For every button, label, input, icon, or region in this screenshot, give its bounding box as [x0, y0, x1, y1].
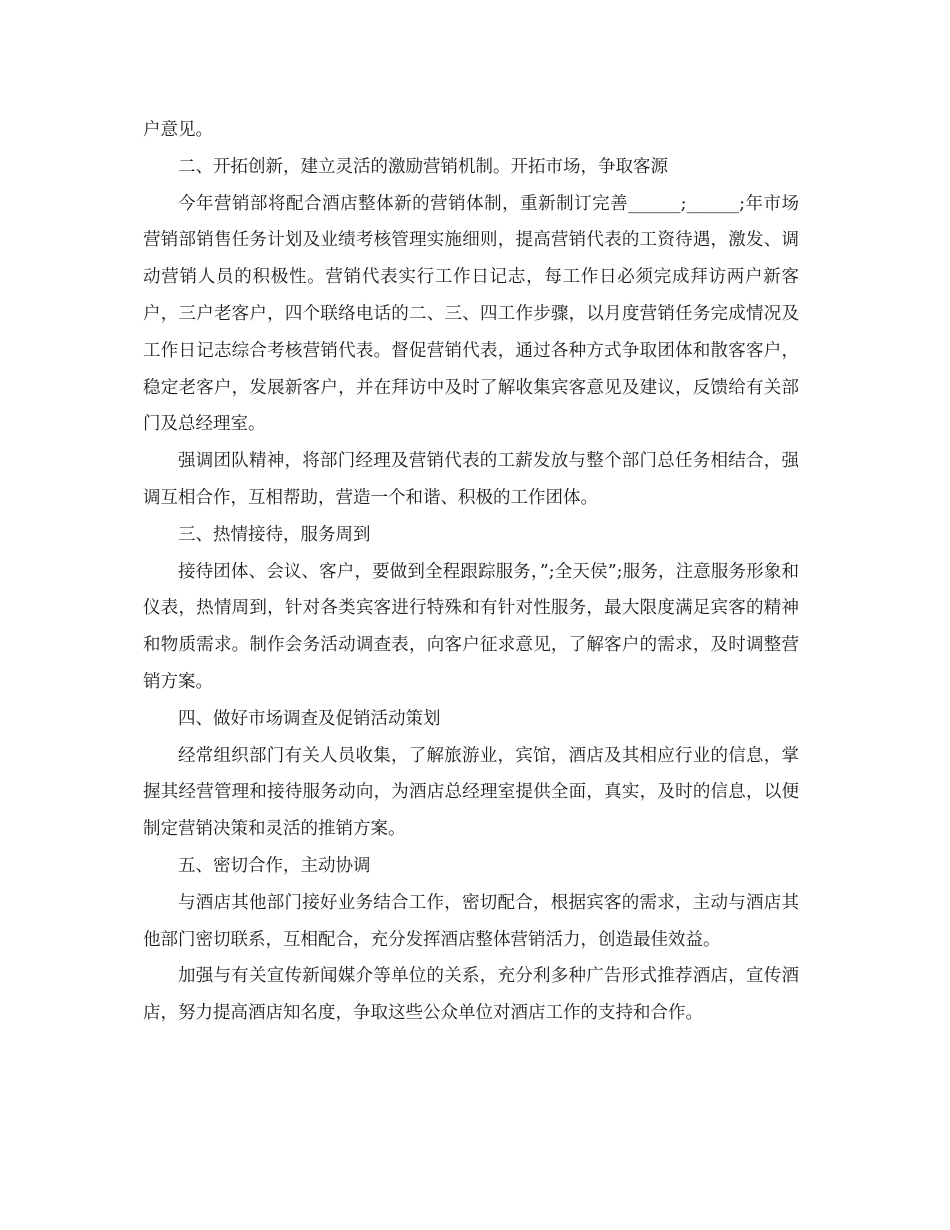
paragraph: 今年营销部将配合酒店整体新的营销体制，重新制订完善______;______;年市场营销部销售任务计划及业绩考核管理实施细则，提高营销代表的工资待遇，激发、调动营销人员的积极性。营销代表实行工作日记志，每工作日必须完成拜访两户新客户，三户老客户，四个联络电话的二、三、四工作步骤，以月度营销任务完成情况及工作日记志综合考核营销代表。督促营销代表，通过各种方式争取团体和散客客户，稳定老客户，发展新客户，并在拜访中及时了解收集宾客意见及建议，反馈给有关部门及总经理室。: [143, 193, 799, 435]
section-heading-2: 二、开拓创新，建立灵活的激励营销机制。开拓市场，争取客源: [178, 156, 668, 177]
paragraph: 强调团队精神，将部门经理及营销代表的工薪发放与整个部门总任务相结合，强调互相合作，互相帮助，营造一个和谐、积极的工作团体。: [143, 451, 799, 508]
paragraph: 接待团体、会议、客户，要做到全程跟踪服务，”;全天侯”;服务，注意服务形象和仪表，热情周到，针对各类宾客进行特殊和有针对性服务，最大限度满足宾客的精神和物质需求。制作会务活动调查表，向客户征求意见，了解客户的需求，及时调整营销方案。: [143, 561, 799, 692]
document-body: [143, 112, 799, 1032]
section-heading-5: 五、密切合作，主动协调: [178, 855, 371, 876]
paragraph-continuation: 户意见。: [143, 120, 213, 140]
section-heading-4: 四、做好市场调查及促销活动策划: [178, 708, 441, 729]
paragraph: 经常组织部门有关人员收集，了解旅游业，宾馆，酒店及其相应行业的信息，掌握其经营管理和接待服务动向，为酒店总经理室提供全面，真实，及时的信息，以便制定营销决策和灵活的推销方案。: [143, 745, 799, 840]
paragraph: 加强与有关宣传新闻媒介等单位的关系，充分利多种广告形式推荐酒店，宣传酒店，努力提高酒店知名度，争取这些公众单位对酒店工作的支持和合作。: [143, 966, 799, 1024]
paragraph: 与酒店其他部门接好业务结合工作，密切配合，根据宾客的需求，主动与酒店其他部门密切联系，互相配合，充分发挥酒店整体营销活力，创造最佳效益。: [143, 892, 799, 950]
section-heading-3: 三、热情接待，服务周到: [178, 524, 371, 545]
